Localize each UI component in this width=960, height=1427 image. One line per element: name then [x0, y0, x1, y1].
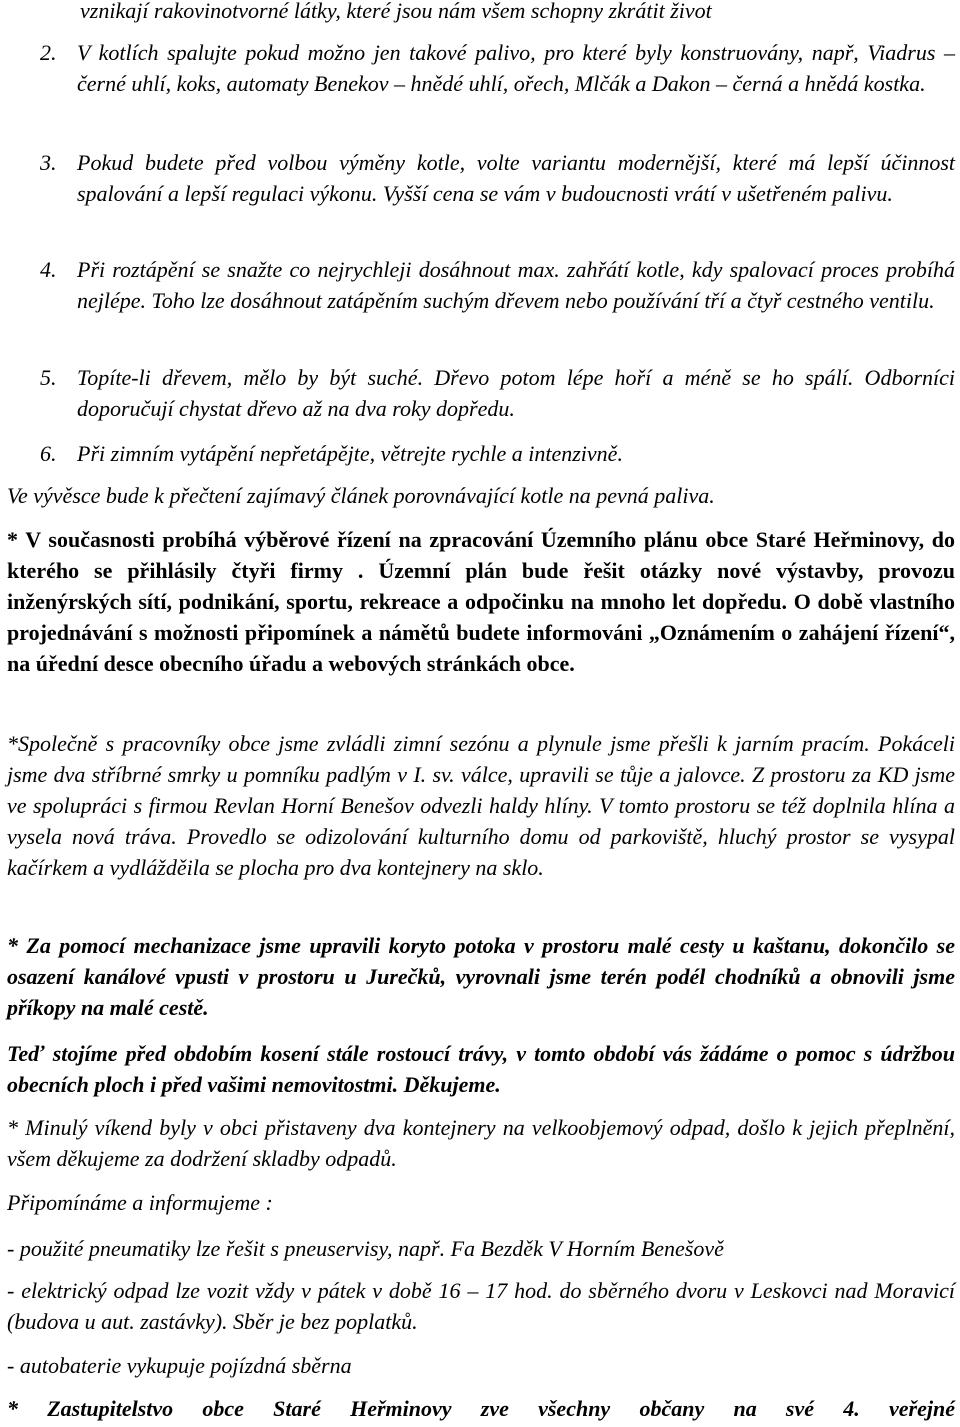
notice-board-paragraph: Ve vývěsce bude k přečtení zajímavý článek porovnávající kotle na pevná paliva. — [7, 483, 715, 508]
list-number: 4. — [40, 257, 57, 282]
list-item-5 — [40, 362, 955, 424]
reminders-heading: Připomínáme a informujeme : — [7, 1190, 273, 1215]
list-item-6 — [40, 438, 955, 469]
list-item-continuation: vznikají rakovinotvorné látky, které jsou nám všem schopny zkrátit život — [80, 0, 712, 23]
list-number: 3. — [40, 150, 57, 175]
list-number: 5. — [40, 365, 57, 390]
list-number: 6. — [40, 441, 57, 466]
list-number: 2. — [40, 40, 57, 65]
tyres-note: - použité pneumatiky lze řešit s pneuservisy, např. Fa Bezděk V Horním Benešově — [7, 1236, 724, 1261]
electronics-note: - elektrický odpad lze vozit vždy v pátek v době 16 – 17 hod. do sběrného dvoru v Leskovci nad Moravicí (budova u aut. zastávky). Sběr je bez poplatků. — [7, 1278, 955, 1334]
list-text: Při zimním vytápění nepřetápějte, větrejte rychle a intenzivně. — [77, 441, 623, 466]
containers-paragraph: * Minulý víkend byly v obci přistaveny dva kontejnery na velkoobjemový odpad, došlo k jejich přeplnění, všem děkujeme za dodržení skladby odpadů. — [7, 1115, 955, 1171]
batteries-note: - autobaterie vykupuje pojízdná sběrna — [7, 1353, 352, 1378]
list-item-4 — [40, 254, 955, 316]
list-item-3 — [40, 147, 955, 209]
list-text: Pokud budete před volbou výměny kotle, volte variantu modernější, které má lepší účinnost spalování a lepší regulaci výkonu. Vyšší cena se vám v budoucnosti vrátí v ušetřeném palivu. — [77, 150, 955, 206]
mechanization-paragraph: * Za pomocí mechanizace jsme upravili koryto potoka v prostoru malé cesty u kaštanu, dokončilo se osazení kanálové vpusti v prostoru u Jurečků, vyrovnali jsme terén podél chodníků a obnovili jsme příkopy na malé cestě. — [7, 933, 955, 1020]
list-item-2 — [40, 37, 955, 99]
list-text: V kotlích spalujte pokud možno jen takové palivo, pro které byly konstruovány, např, Viadrus – černé uhlí, koks, automaty Benekov – hnědé uhlí, ořech, Mlčák a Dakon – černá a hnědá kostka. — [77, 40, 955, 96]
mowing-paragraph: Teď stojíme před obdobím kosení stále rostoucí trávy, v tomto období vás žádáme o pomoc s údržbou obecních ploch i před vašimi nemovitostmi. Děkujeme. — [7, 1041, 955, 1097]
list-text: Při roztápění se snažte co nejrychleji dosáhnout max. zahřátí kotle, kdy spalovací proces probíhá nejlépe. Toho lze dosáhnout zatápěním suchým dřevem nebo používání tří a čtyř cestného ventilu. — [77, 257, 955, 313]
list-text: Topíte-li dřevem, mělo by být suché. Dřevo potom lépe hoří a méně se ho spálí. Odborníci doporučují chystat dřevo až na dva roky dopředu. — [77, 365, 955, 421]
council-invite: * Zastupitelstvo obce Staré Heřminovy zve všechny občany na své 4. veřejné — [7, 1396, 955, 1421]
zoning-plan-paragraph: * V současnosti probíhá výběrové řízení na zpracování Územního plánu obce Staré Heřminovy, do kterého se přihlásily čtyři firmy . Územní plán bude řešit otázky nové výstavby, provozu inženýrských sítí, podnikání, sportu, rekreace a odpočinku na mnoho let dopředu. O době vlastního projednávání s možnosti připomínek a námětů budete informováni „Oznámením o zahájení řízení“, na úřední desce obecního úřadu a webových stránkách obce. — [7, 527, 955, 676]
workers-paragraph: *Společně s pracovníky obce jsme zvládli zimní sezónu a plynule jsme přešli k jarním pracím. Pokáceli jsme dva stříbrné smrky u pomníku padlým v I. sv. válce, upravili se tůje a jalovce. Z prostoru za KD jsme ve spolupráci s firmou Revlan Horní Benešov odvezli haldy hlíny. V tomto prostoru se též doplnila hlína a vysela nová tráva. Provedlo se odizolování kulturního domu od parkoviště, hluchý prostor se vysypal kačírkem a vydlážděila se plocha pro dva kontejnery na sklo. — [7, 731, 955, 880]
